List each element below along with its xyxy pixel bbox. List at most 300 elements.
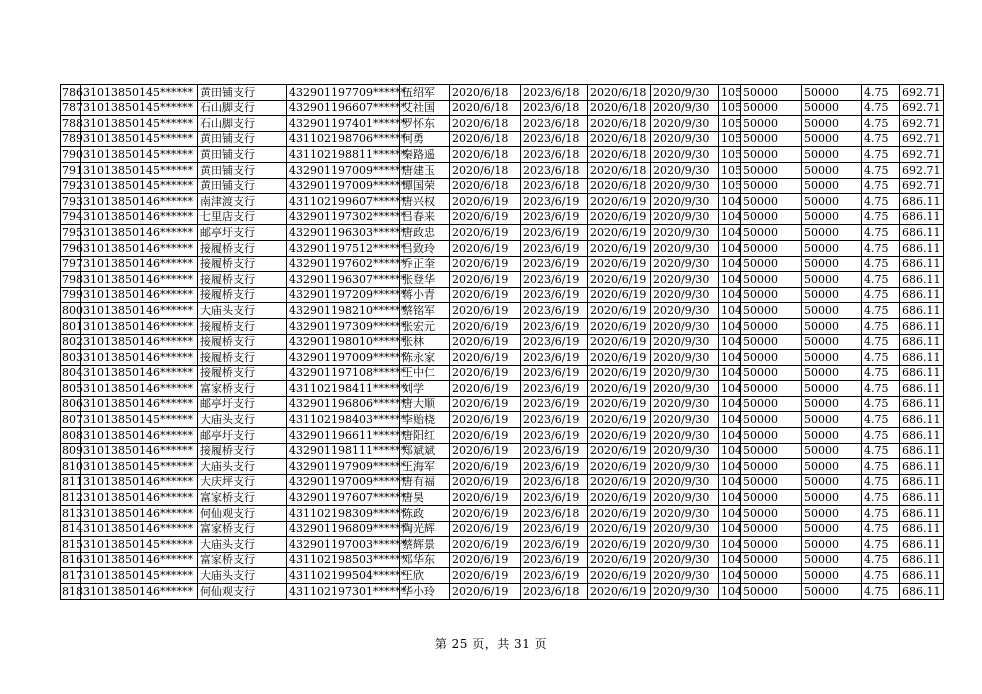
branch-name-cell: 南津渡支行 [198,194,287,210]
borrower-name-cell: 王欣 [400,568,450,584]
table-row [61,568,944,584]
loan-amount-cell: 50000 [741,225,802,241]
account-number-cell: 31013850145****** [81,412,198,428]
row-number-cell: 808 [62,428,83,442]
row-number-cell: 818 [62,584,83,598]
id-number-cell: 432901196607****** [287,100,400,116]
id-number-cell: 432901196303****** [287,225,400,241]
borrower-name-cell: 蒋小青 [400,287,450,303]
interest-rate-cell: 4.75 [862,287,900,303]
interest-start-date-cell: 2020/6/19 [588,381,651,397]
id-number-cell: 432901197607****** [287,490,400,506]
loan-end-date-cell: 2023/6/19 [521,194,588,210]
id-number-cell: 432901198111****** [287,443,400,459]
days-cell: 104 [719,568,741,584]
loan-amount-cell: 50000 [741,116,802,132]
interest-amount-cell: 686.11 [900,521,944,537]
branch-name-cell: 大庙头支行 [198,568,287,584]
interest-end-date-cell: 2020/9/30 [651,100,719,116]
interest-rate-cell: 4.75 [862,396,900,412]
interest-end-date-cell: 2020/9/30 [651,506,719,522]
row-number-cell: 793 [62,194,83,208]
interest-start-date-cell: 2020/6/19 [588,303,651,319]
loan-end-date-cell: 2023/6/19 [521,459,588,475]
table-row [61,147,944,163]
loan-start-date-cell: 2020/6/19 [450,334,521,350]
loan-start-date-cell: 2020/6/19 [450,303,521,319]
interest-rate-cell: 4.75 [862,506,900,522]
row-number-cell: 809 [62,444,83,458]
branch-name-cell: 接履桥支行 [198,443,287,459]
interest-rate-cell: 4.75 [862,334,900,350]
loan-end-date-cell: 2023/6/19 [521,396,588,412]
loan-start-date-cell: 2020/6/19 [450,428,521,444]
interest-start-date-cell: 2020/6/19 [588,537,651,553]
id-number-cell: 432901197309****** [287,318,400,334]
interest-start-date-cell: 2020/6/19 [588,225,651,241]
interest-amount-cell: 686.11 [900,287,944,303]
branch-name-cell: 大庙头支行 [198,537,287,553]
row-number-cell: 817 [62,569,83,582]
row-number-cell: 811 [62,475,83,489]
balance-cell: 50000 [802,209,862,225]
loan-start-date-cell: 2020/6/18 [450,147,521,163]
interest-start-date-cell: 2020/6/19 [588,287,651,303]
account-number-cell: 31013850146****** [81,334,198,350]
days-cell: 104 [719,459,741,475]
row-number-cell: 804 [62,366,83,380]
loan-end-date-cell: 2023/6/19 [521,303,588,319]
loan-end-date-cell: 2023/6/18 [521,178,588,194]
borrower-name-cell: 蔡铭军 [400,303,450,319]
borrower-name-cell: 郑斌斌 [400,443,450,459]
loan-amount-cell: 50000 [741,209,802,225]
interest-start-date-cell: 2020/6/19 [588,474,651,490]
branch-name-cell: 大庙头支行 [198,459,287,475]
account-number-cell: 31013850146****** [81,209,198,225]
table-row [61,116,944,132]
days-cell: 105 [719,131,741,147]
row-number-cell: 814 [62,522,83,536]
interest-rate-cell: 4.75 [862,85,900,101]
borrower-name-cell: 吕春来 [400,209,450,225]
balance-cell: 50000 [802,100,862,116]
interest-amount-cell: 686.11 [900,365,944,381]
borrower-name-cell: 秦路遥 [400,147,450,163]
interest-amount-cell: 686.11 [900,584,944,600]
table-row [61,490,944,506]
loan-end-date-cell: 2023/6/19 [521,334,588,350]
interest-rate-cell: 4.75 [862,412,900,428]
table-row [61,428,944,444]
days-cell: 104 [719,490,741,506]
interest-end-date-cell: 2020/9/30 [651,303,719,319]
interest-start-date-cell: 2020/6/19 [588,240,651,256]
interest-end-date-cell: 2020/9/30 [651,396,719,412]
loan-start-date-cell: 2020/6/19 [450,521,521,537]
account-number-cell: 31013850145****** [81,178,198,194]
interest-start-date-cell: 2020/6/19 [588,272,651,288]
loan-amount-cell: 50000 [741,490,802,506]
table-row [61,194,944,210]
account-number-cell: 31013850145****** [81,85,198,101]
balance-cell: 50000 [802,194,862,210]
interest-amount-cell: 686.11 [900,381,944,397]
id-number-cell: 432901197009****** [287,474,400,490]
table-row [61,365,944,381]
interest-start-date-cell: 2020/6/18 [588,100,651,116]
balance-cell: 50000 [802,365,862,381]
branch-name-cell: 石山脚支行 [198,100,287,116]
loan-amount-cell: 50000 [741,381,802,397]
row-number-cell: 792 [62,179,83,193]
row-number-cell: 798 [62,272,83,286]
borrower-name-cell: 刘学 [400,381,450,397]
days-cell: 104 [719,521,741,537]
interest-amount-cell: 686.11 [900,490,944,506]
account-number-cell: 31013850145****** [81,116,198,132]
table-row [61,521,944,537]
row-number-cell: 815 [62,537,83,551]
interest-start-date-cell: 2020/6/18 [588,116,651,132]
borrower-name-cell: 吕致玲 [400,240,450,256]
interest-rate-cell: 4.75 [862,272,900,288]
loan-end-date-cell: 2023/6/19 [521,240,588,256]
interest-end-date-cell: 2020/9/30 [651,85,719,101]
interest-rate-cell: 4.75 [862,178,900,194]
branch-name-cell: 接履桥支行 [198,350,287,366]
row-number-cell: 789 [62,132,83,146]
id-number-cell: 432901197512****** [287,240,400,256]
borrower-name-cell: 谭国荣 [400,178,450,194]
interest-amount-cell: 686.11 [900,209,944,225]
interest-start-date-cell: 2020/6/18 [588,162,651,178]
branch-name-cell: 邮亭圩支行 [198,428,287,444]
branch-name-cell: 接履桥支行 [198,256,287,272]
loan-start-date-cell: 2020/6/19 [450,552,521,568]
interest-end-date-cell: 2020/9/30 [651,334,719,350]
interest-rate-cell: 4.75 [862,147,900,163]
table-row [61,459,944,475]
loan-end-date-cell: 2023/6/18 [521,584,588,600]
days-cell: 104 [719,552,741,568]
id-number-cell: 432901197003****** [287,537,400,553]
interest-amount-cell: 686.11 [900,272,944,288]
loan-start-date-cell: 2020/6/19 [450,443,521,459]
table-row [61,318,944,334]
id-number-cell: 432901197602****** [287,256,400,272]
loan-start-date-cell: 2020/6/19 [450,584,521,600]
loan-amount-cell: 50000 [741,194,802,210]
balance-cell: 50000 [802,225,862,241]
interest-end-date-cell: 2020/9/30 [651,459,719,475]
interest-start-date-cell: 2020/6/19 [588,584,651,600]
id-number-cell: 432901197909****** [287,459,400,475]
loan-amount-cell: 50000 [741,568,802,584]
loan-end-date-cell: 2023/6/18 [521,474,588,490]
loan-end-date-cell: 2023/6/18 [521,147,588,163]
balance-cell: 50000 [802,131,862,147]
id-number-cell: 431102199504****** [287,568,400,584]
interest-end-date-cell: 2020/9/30 [651,318,719,334]
account-number-cell: 31013850146****** [81,396,198,412]
balance-cell: 50000 [802,474,862,490]
interest-start-date-cell: 2020/6/19 [588,568,651,584]
table-row [61,474,944,490]
interest-amount-cell: 692.71 [900,178,944,194]
interest-end-date-cell: 2020/9/30 [651,381,719,397]
interest-rate-cell: 4.75 [862,303,900,319]
interest-start-date-cell: 2020/6/19 [588,412,651,428]
branch-name-cell: 接履桥支行 [198,240,287,256]
loan-start-date-cell: 2020/6/19 [450,272,521,288]
interest-end-date-cell: 2020/9/30 [651,521,719,537]
interest-end-date-cell: 2020/9/30 [651,256,719,272]
row-number-cell: 802 [62,335,83,349]
loan-start-date-cell: 2020/6/19 [450,209,521,225]
days-cell: 104 [719,365,741,381]
interest-rate-cell: 4.75 [862,568,900,584]
days-cell: 105 [719,162,741,178]
branch-name-cell: 邮亭圩支行 [198,396,287,412]
interest-amount-cell: 686.11 [900,412,944,428]
row-number-cell: 791 [62,163,83,177]
borrower-name-cell: 何勇 [400,131,450,147]
borrower-name-cell: 邓华东 [400,552,450,568]
days-cell: 104 [719,272,741,288]
loan-start-date-cell: 2020/6/19 [450,318,521,334]
interest-rate-cell: 4.75 [862,350,900,366]
interest-start-date-cell: 2020/6/18 [588,131,651,147]
days-cell: 105 [719,147,741,163]
balance-cell: 50000 [802,459,862,475]
id-number-cell: 432901197302****** [287,209,400,225]
interest-end-date-cell: 2020/9/30 [651,225,719,241]
interest-start-date-cell: 2020/6/19 [588,506,651,522]
table-row [61,537,944,553]
table-row [61,334,944,350]
interest-amount-cell: 686.11 [900,443,944,459]
interest-start-date-cell: 2020/6/19 [588,428,651,444]
loan-end-date-cell: 2023/6/18 [521,100,588,116]
loan-start-date-cell: 2020/6/19 [450,350,521,366]
loan-amount-cell: 50000 [741,240,802,256]
id-number-cell: 432901197009****** [287,162,400,178]
interest-start-date-cell: 2020/6/19 [588,490,651,506]
loan-start-date-cell: 2020/6/19 [450,240,521,256]
account-number-cell: 31013850146****** [81,303,198,319]
loan-start-date-cell: 2020/6/19 [450,287,521,303]
table-row [61,209,944,225]
balance-cell: 50000 [802,490,862,506]
loan-start-date-cell: 2020/6/18 [450,85,521,101]
interest-rate-cell: 4.75 [862,428,900,444]
borrower-name-cell: 艾社国 [400,100,450,116]
borrower-name-cell: 陈政 [400,506,450,522]
loan-amount-cell: 50000 [741,318,802,334]
interest-end-date-cell: 2020/9/30 [651,443,719,459]
loan-start-date-cell: 2020/6/19 [450,194,521,210]
balance-cell: 50000 [802,381,862,397]
interest-amount-cell: 692.71 [900,131,944,147]
days-cell: 104 [719,287,741,303]
branch-name-cell: 富家桥支行 [198,521,287,537]
account-number-cell: 31013850146****** [81,428,198,444]
account-number-cell: 31013850146****** [81,552,198,568]
loan-amount-cell: 50000 [741,506,802,522]
days-cell: 104 [719,428,741,444]
id-number-cell: 431102198309****** [287,506,400,522]
loan-amount-cell: 50000 [741,365,802,381]
loan-amount-cell: 50000 [741,178,802,194]
account-number-cell: 31013850145****** [81,100,198,116]
row-number-cell: 794 [62,210,83,224]
loan-end-date-cell: 2023/6/18 [521,506,588,522]
branch-name-cell: 接履桥支行 [198,365,287,381]
balance-cell: 50000 [802,396,862,412]
loan-end-date-cell: 2023/6/19 [521,412,588,428]
row-number-cell: 813 [62,506,83,520]
id-number-cell: 432901198010****** [287,334,400,350]
interest-rate-cell: 4.75 [862,240,900,256]
branch-name-cell: 接履桥支行 [198,272,287,288]
days-cell: 105 [719,85,741,101]
interest-end-date-cell: 2020/9/30 [651,365,719,381]
loan-amount-cell: 50000 [741,256,802,272]
interest-start-date-cell: 2020/6/19 [588,256,651,272]
id-number-cell: 432901197009****** [287,178,400,194]
row-number-cell: 806 [62,397,83,411]
loan-amount-cell: 50000 [741,428,802,444]
table-row [61,240,944,256]
loan-end-date-cell: 2023/6/19 [521,537,588,553]
interest-end-date-cell: 2020/9/30 [651,131,719,147]
interest-end-date-cell: 2020/9/30 [651,178,719,194]
table-row [61,178,944,194]
branch-name-cell: 黄田铺支行 [198,162,287,178]
borrower-name-cell: 罗怀东 [400,116,450,132]
row-number-cell: 786 [62,85,83,99]
branch-name-cell: 邮亭圩支行 [198,225,287,241]
loan-amount-cell: 50000 [741,521,802,537]
borrower-name-cell: 蔡辉景 [400,537,450,553]
borrower-name-cell: 乔正奎 [400,256,450,272]
id-number-cell: 432901196611****** [287,428,400,444]
interest-end-date-cell: 2020/9/30 [651,568,719,584]
balance-cell: 50000 [802,303,862,319]
table-row [61,162,944,178]
row-number-cell: 795 [62,225,83,239]
interest-amount-cell: 692.71 [900,147,944,163]
borrower-name-cell: 王海军 [400,459,450,475]
interest-end-date-cell: 2020/9/30 [651,490,719,506]
interest-start-date-cell: 2020/6/19 [588,334,651,350]
loan-end-date-cell: 2023/6/19 [521,209,588,225]
loan-amount-cell: 50000 [741,147,802,163]
branch-name-cell: 黄田铺支行 [198,131,287,147]
balance-cell: 50000 [802,272,862,288]
interest-start-date-cell: 2020/6/19 [588,552,651,568]
loan-end-date-cell: 2023/6/19 [521,521,588,537]
branch-name-cell: 富家桥支行 [198,552,287,568]
loan-end-date-cell: 2023/6/18 [521,85,588,101]
loan-end-date-cell: 2023/6/19 [521,225,588,241]
days-cell: 104 [719,474,741,490]
interest-start-date-cell: 2020/6/19 [588,194,651,210]
id-number-cell: 432901197108****** [287,365,400,381]
row-number-cell: 796 [62,241,83,255]
branch-name-cell: 富家桥支行 [198,490,287,506]
row-number-cell: 812 [62,491,83,505]
balance-cell: 50000 [802,506,862,522]
interest-start-date-cell: 2020/6/19 [588,350,651,366]
loan-start-date-cell: 2020/6/19 [450,490,521,506]
loan-end-date-cell: 2023/6/19 [521,552,588,568]
loan-end-date-cell: 2023/6/19 [521,350,588,366]
days-cell: 104 [719,303,741,319]
balance-cell: 50000 [802,318,862,334]
interest-amount-cell: 686.11 [900,506,944,522]
row-number-cell: 787 [62,101,83,115]
table-row [61,85,944,101]
interest-end-date-cell: 2020/9/30 [651,287,719,303]
loan-amount-cell: 50000 [741,350,802,366]
interest-end-date-cell: 2020/9/30 [651,584,719,600]
account-number-cell: 31013850146****** [81,474,198,490]
table-row [61,100,944,116]
interest-rate-cell: 4.75 [862,521,900,537]
loan-start-date-cell: 2020/6/18 [450,178,521,194]
interest-amount-cell: 686.11 [900,256,944,272]
interest-end-date-cell: 2020/9/30 [651,412,719,428]
branch-name-cell: 石山脚支行 [198,116,287,132]
balance-cell: 50000 [802,350,862,366]
table-row [61,552,944,568]
balance-cell: 50000 [802,428,862,444]
table-body [61,85,944,600]
balance-cell: 50000 [802,521,862,537]
days-cell: 104 [719,381,741,397]
row-number-cell: 790 [62,147,83,161]
interest-rate-cell: 4.75 [862,443,900,459]
borrower-name-cell: 伍绍军 [400,85,450,101]
days-cell: 105 [719,178,741,194]
interest-amount-cell: 686.11 [900,396,944,412]
row-number-cell: 788 [62,116,83,130]
id-number-cell: 432901197709****** [287,85,400,101]
interest-end-date-cell: 2020/9/30 [651,537,719,553]
loan-amount-cell: 50000 [741,552,802,568]
loan-amount-cell: 50000 [741,584,802,600]
borrower-name-cell: 张林 [400,334,450,350]
interest-amount-cell: 692.71 [900,116,944,132]
account-number-cell: 31013850146****** [81,350,198,366]
loan-amount-cell: 50000 [741,474,802,490]
balance-cell: 50000 [802,552,862,568]
interest-end-date-cell: 2020/9/30 [651,240,719,256]
account-number-cell: 31013850146****** [81,506,198,522]
account-number-cell: 31013850145****** [81,459,198,475]
interest-amount-cell: 686.11 [900,225,944,241]
days-cell: 104 [719,240,741,256]
loan-end-date-cell: 2023/6/19 [521,272,588,288]
loan-end-date-cell: 2023/6/19 [521,428,588,444]
account-number-cell: 31013850146****** [81,443,198,459]
loan-amount-cell: 50000 [741,303,802,319]
row-number-cell: 803 [62,350,83,364]
interest-end-date-cell: 2020/9/30 [651,474,719,490]
row-number-cell: 816 [62,553,83,567]
